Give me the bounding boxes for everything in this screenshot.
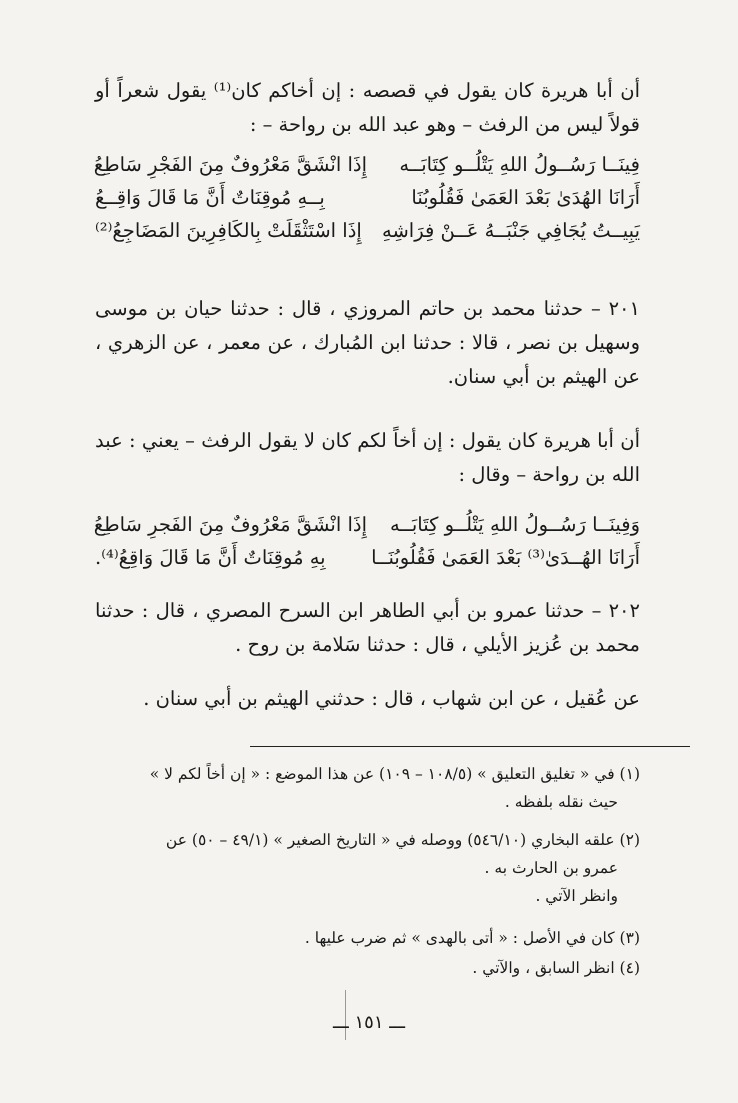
footnote-2 xyxy=(95,826,640,910)
verse-second-hemistich: إِذَا انْشَقَّ مَعْرُوفٌ مِنَ الفَجرِ سَاطِعُ xyxy=(93,513,367,536)
verse-first-hemistich: وَفِينَــا رَسُــولُ اللهِ يَتْلُــو كِتَابَــه xyxy=(389,513,640,536)
footnote-1 xyxy=(95,760,640,816)
verse-first-hemistich: فِينَــا رَسُــولُ اللهِ يَتْلُــو كِتَابَــه xyxy=(399,153,640,176)
verse-second-hemistich: بِهِ مُوقِنَاتٌ أَنَّ مَا قَالَ وَاقِعُ⁽⁴⁾. xyxy=(95,546,326,569)
footnote-continuation: عمرو بن الحارث به . xyxy=(484,859,618,877)
verse-line xyxy=(95,214,640,247)
hadith-201-chain: ٢٠١ – حدثنا محمد بن حاتم المروزي ، قال : حدثنا حيان بن موسى وسهيل بن نصر ، قالا : حدثنا ابن المُبارك ، عن معمر ، عن الزهري ، عن الهيثم بن أبي سنان. xyxy=(95,297,640,388)
poem-1 xyxy=(95,148,640,247)
poem-2 xyxy=(95,508,640,574)
hadith-202-continuation: عن عُقيل ، عن ابن شهاب ، قال : حدثني الهيثم بن أبي سنان . xyxy=(143,687,640,710)
hadith-202-chain: ٢٠٢ – حدثنا عمرو بن أبي الطاهر ابن السرح المصري ، قال : حدثنا محمد بن عُزيز الأيلي ، قال : حدثنا سَلامة بن روح . xyxy=(95,599,640,656)
intro-paragraph: أن أبا هريرة كان يقول في قصصه : إن أخاكم كان⁽¹⁾ يقول شعراً أو قولاً ليس من الرفث – وهو عبد الله بن رواحة – : xyxy=(95,79,640,136)
hadith-201-narration: أن أبا هريرة كان يقول : إن أخاً لكم كان لا يقول الرفث – يعني : عبد الله بن رواحة – وقال : xyxy=(95,429,640,486)
page-number: ـــ ١٥١ ـــ xyxy=(332,1012,406,1033)
footnote-continuation: وانظر الآتي . xyxy=(535,887,618,905)
footnote-4 xyxy=(95,954,640,982)
footnote-3 xyxy=(95,924,640,952)
footnote-text: (٣) كان في الأصل : « أتى بالهدى » ثم ضرب عليها . xyxy=(304,929,640,947)
verse-second-hemistich: بِــهِ مُوقِنَاتٌ أَنَّ مَا قَالَ وَاقِــعُ xyxy=(95,186,325,209)
verse-first-hemistich: يَبِيــتُ يُجَافِي جَنْبَــهُ عَــنْ فِرَاشِهِ xyxy=(382,219,640,242)
footnote-separator xyxy=(250,746,690,747)
verse-line xyxy=(95,508,640,541)
verse-line xyxy=(95,181,640,214)
footnote-text: (١) في « تغليق التعليق » (١٠٨/٥ – ١٠٩) عن هذا الموضع : « إن أخاً لكم لا » xyxy=(149,765,640,783)
verse-line xyxy=(95,541,640,574)
verse-first-hemistich: أَرَانَا الهُدَىٰ بَعْدَ العَمَىٰ فَقُلُوبُنَا xyxy=(411,186,640,209)
footnote-continuation: حيث نقله بلفظه . xyxy=(504,793,618,811)
verse-second-hemistich: إِذَا انْشَقَّ مَعْرُوفٌ مِنَ الفَجْرِ سَاطِعُ xyxy=(93,153,367,176)
footnote-text: (٢) علقه البخاري (٥٤٦/١٠) ووصله في « التاريخ الصغير » (٤٩/١ – ٥٠) عن xyxy=(165,831,640,849)
verse-second-hemistich: إِذَا اسْتَثْقَلَتْ بِالكَافِرِينَ المَضَاجِعُ⁽²⁾ xyxy=(95,219,362,242)
verse-first-hemistich: أَرَانَا الهُــدَىٰ⁽³⁾ بَعْدَ العَمَىٰ فَقُلُوبُنَــا xyxy=(371,546,640,569)
footnote-text: (٤) انظر السابق ، والآتي . xyxy=(472,959,640,977)
verse-line xyxy=(95,148,640,181)
